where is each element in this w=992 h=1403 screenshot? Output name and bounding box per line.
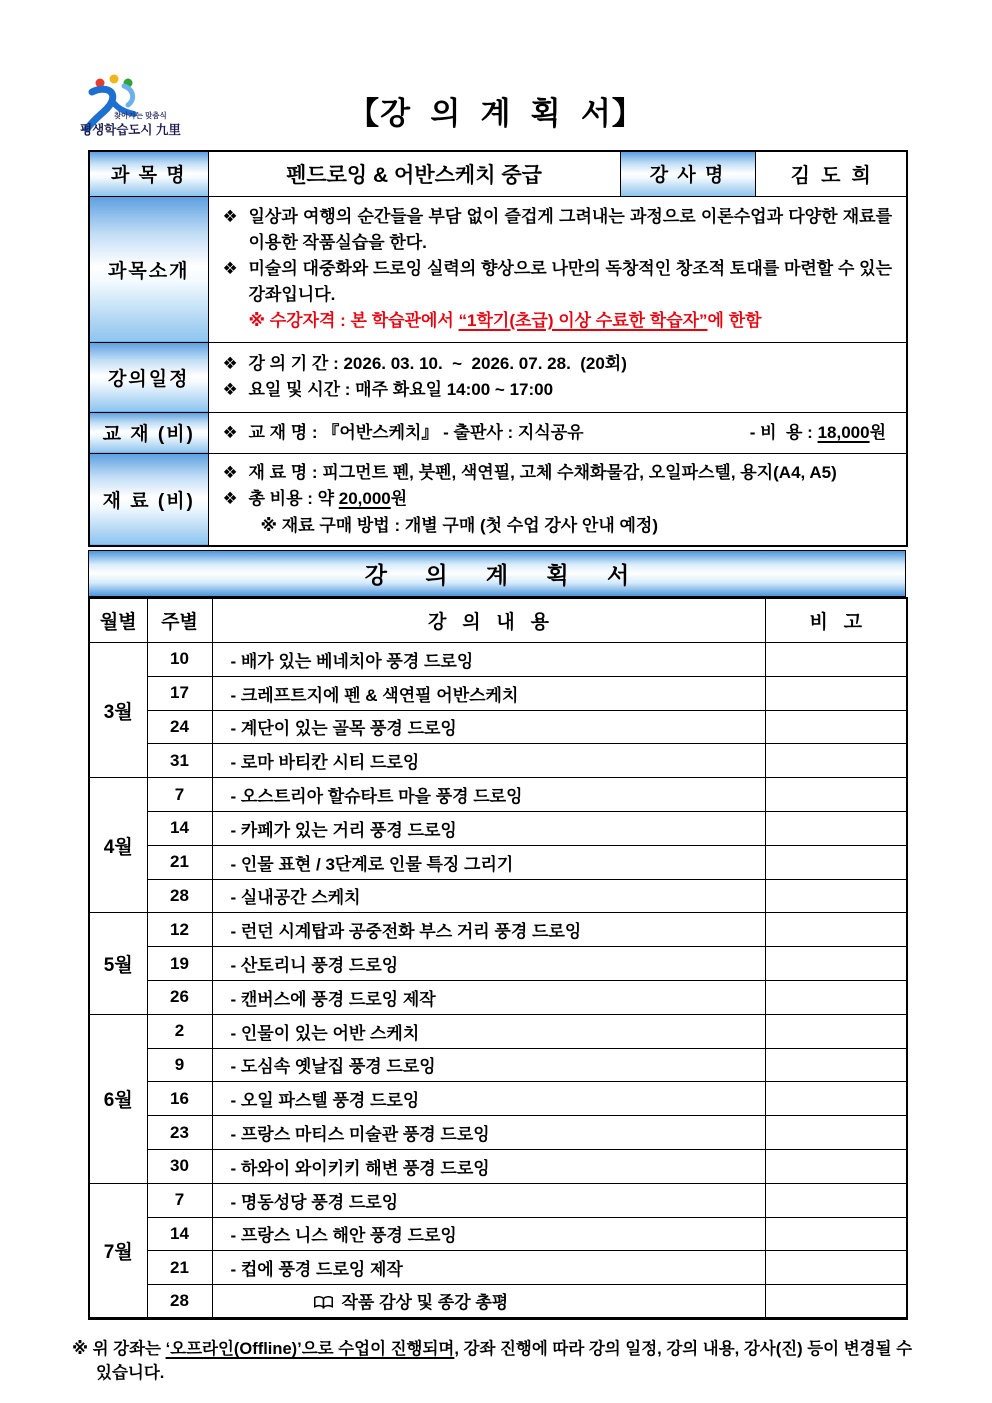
diamond-bullet-icon: ❖ (222, 423, 238, 442)
plan-row (89, 1149, 907, 1183)
intro-content (208, 196, 907, 342)
plan-row (89, 913, 907, 947)
week-cell: 28 (147, 1285, 212, 1319)
footer-note: ※ 위 강좌는 ‘오프라인(Offline)’으로 수업이 진행되며, 강좌 진행에 따라 강의 일정, 강의 내용, 강사(진) 등이 변경될 수 있습니다. (72, 1339, 913, 1382)
plan-row (89, 643, 907, 677)
plan-row (89, 1116, 907, 1150)
lecture-content-cell: - 프랑스 니스 해안 풍경 드로잉 (212, 1217, 765, 1251)
header-month: 월별 (89, 598, 147, 643)
header-week: 주별 (147, 598, 212, 643)
week-cell: 9 (147, 1048, 212, 1082)
week-cell: 31 (147, 744, 212, 778)
textbook-label: 교 재 (비) (89, 412, 208, 453)
lecture-content-cell: - 크레프트지에 펜 & 색연필 어반스케치 (212, 676, 765, 710)
header-note: 비 고 (765, 598, 907, 643)
schedule-bullet-2: ❖ 요일 및 시간 : 매주 화요일 14:00 ~ 17:00 (223, 377, 897, 403)
plan-row (89, 879, 907, 913)
plan-row (89, 676, 907, 710)
intro-row (89, 196, 907, 342)
textbook-row (89, 412, 907, 453)
materials-purchase-note: ※ 재료 구매 방법 : 개별 구매 (첫 수업 강사 안내 예정) (260, 515, 658, 535)
lecture-content-cell: - 오일 파스텔 풍경 드로잉 (212, 1082, 765, 1116)
lecture-content-cell: - 런던 시계탑과 공중전화 부스 거리 풍경 드로잉 (212, 913, 765, 947)
intro-bullet-2: ❖ 미술의 대중화와 드로잉 실력의 향상으로 나만의 독창적인 창조적 토대를 마련할 수 있는 강좌입니다. (223, 256, 897, 308)
note-cell (765, 1048, 907, 1082)
week-cell: 14 (147, 811, 212, 845)
lecture-content-cell: - 로마 바티칸 시티 드로잉 (212, 744, 765, 778)
note-cell (765, 1149, 907, 1183)
lecture-content-cell: - 인물이 있는 어반 스케치 (212, 1014, 765, 1048)
week-cell: 28 (147, 879, 212, 913)
plan-table-body (89, 643, 907, 1319)
materials-label: 재 료 (비) (89, 453, 208, 546)
textbook-name: 교 재 명 : 『어반스케치』 - 출판사 : 지식공유 (248, 423, 584, 442)
note-cell (765, 1082, 907, 1116)
week-cell: 10 (147, 643, 212, 677)
materials-bullet-2: ❖ 총 비용 : 약 20,000원 (223, 486, 897, 512)
diamond-bullet-icon: ❖ (222, 380, 238, 399)
note-cell (765, 710, 907, 744)
week-cell: 2 (147, 1014, 212, 1048)
note-cell (765, 980, 907, 1014)
plan-row (89, 1183, 907, 1217)
diamond-bullet-icon: ❖ (222, 354, 238, 373)
lecture-content-text: 작품 감상 및 종강 총평 (341, 1292, 509, 1312)
subject-value: 펜드로잉 & 어반스케치 중급 (208, 151, 620, 196)
lecture-content-cell: - 캔버스에 풍경 드로잉 제작 (212, 980, 765, 1014)
schedule-label: 강의일정 (89, 342, 208, 412)
week-cell: 30 (147, 1149, 212, 1183)
lecture-content-cell: - 산토리니 풍경 드로잉 (212, 947, 765, 981)
lecture-content-cell: - 계단이 있는 골목 풍경 드로잉 (212, 710, 765, 744)
plan-row (89, 1082, 907, 1116)
week-cell: 7 (147, 1183, 212, 1217)
instructor-label: 강 사 명 (620, 151, 755, 196)
subject-row (89, 151, 907, 196)
week-cell: 24 (147, 710, 212, 744)
materials-row (89, 453, 907, 546)
month-cell: 3월 (89, 643, 147, 778)
note-cell (765, 643, 907, 677)
lecture-content-cell: - 오스트리아 할슈타트 마을 풍경 드로잉 (212, 778, 765, 812)
plan-row (89, 1285, 907, 1319)
week-cell: 23 (147, 1116, 212, 1150)
lecture-content-cell (212, 1285, 765, 1319)
plan-section-band (88, 550, 906, 597)
lecture-content-cell: - 명동성당 풍경 드로잉 (212, 1183, 765, 1217)
note-cell (765, 879, 907, 913)
note-cell (765, 778, 907, 812)
plan-row (89, 778, 907, 812)
schedule-row (89, 342, 907, 412)
note-cell (765, 845, 907, 879)
plan-row (89, 1014, 907, 1048)
week-cell: 21 (147, 845, 212, 879)
week-cell: 7 (147, 778, 212, 812)
lecture-content-cell: - 프랑스 마티스 미술관 풍경 드로잉 (212, 1116, 765, 1150)
lecture-content-cell: - 하와이 와이키키 해변 풍경 드로잉 (212, 1149, 765, 1183)
week-cell: 14 (147, 1217, 212, 1251)
diamond-bullet-icon: ❖ (222, 462, 238, 482)
week-cell: 26 (147, 980, 212, 1014)
month-cell: 7월 (89, 1183, 147, 1318)
logo-tagline: 찾아가는 맞춤식 (114, 111, 167, 120)
plan-band-title: 강 의 계 획 서 (364, 561, 630, 588)
header-content: 강 의 내 용 (212, 598, 765, 643)
logo-city-name: 평생학습도시 九里 (80, 123, 181, 137)
plan-row (89, 744, 907, 778)
open-book-icon (313, 1295, 334, 1315)
diamond-bullet-icon: ❖ (222, 207, 238, 226)
materials-content (208, 453, 907, 546)
lecture-content-cell: - 카페가 있는 거리 풍경 드로잉 (212, 811, 765, 845)
note-cell (765, 676, 907, 710)
month-cell: 6월 (89, 1014, 147, 1183)
lecture-content-cell: - 컵에 풍경 드로잉 제작 (212, 1251, 765, 1285)
plan-row (89, 980, 907, 1014)
week-cell: 16 (147, 1082, 212, 1116)
note-cell (765, 744, 907, 778)
lecture-content-cell: - 도심속 옛날집 풍경 드로잉 (212, 1048, 765, 1082)
week-cell: 12 (147, 913, 212, 947)
textbook-content (208, 412, 907, 453)
schedule-content (208, 342, 907, 412)
intro-bullet-1: ❖ 일상과 여행의 순간들을 부담 없이 즐겁게 그려내는 과정으로 이론수업과 다양한 재료를 이용한 작품실습을 한다. (223, 204, 897, 256)
note-cell (765, 1116, 907, 1150)
week-cell: 21 (147, 1251, 212, 1285)
plan-row (89, 811, 907, 845)
materials-bullet-1: ❖ 재 료 명 : 피그먼트 펜, 붓펜, 색연필, 고체 수채화물감, 오일파스텔, 용지(A4, A5) (223, 460, 897, 486)
note-cell (765, 1183, 907, 1217)
page-title: 【강 의 계 획 서】 (348, 96, 644, 131)
plan-row (89, 1217, 907, 1251)
week-cell: 19 (147, 947, 212, 981)
diamond-bullet-icon: ❖ (222, 259, 238, 278)
note-cell (765, 811, 907, 845)
note-cell (765, 1217, 907, 1251)
plan-row (89, 1048, 907, 1082)
subject-label: 과 목 명 (89, 151, 208, 196)
note-cell (765, 1285, 907, 1319)
plan-row (89, 947, 907, 981)
textbook-cost: - 비 용 : 18,000원 (749, 423, 886, 442)
week-cell: 17 (147, 676, 212, 710)
note-cell (765, 913, 907, 947)
document-header (0, 0, 992, 150)
plan-row (89, 710, 907, 744)
month-cell: 4월 (89, 778, 147, 913)
lecture-plan-table (88, 597, 908, 1320)
lecture-content-cell: - 인물 표현 / 3단계로 인물 특징 그리기 (212, 845, 765, 879)
intro-label: 과목소개 (89, 196, 208, 342)
plan-row (89, 1251, 907, 1285)
note-cell (765, 1251, 907, 1285)
month-cell: 5월 (89, 913, 147, 1014)
instructor-value: 김 도 희 (755, 151, 907, 196)
diamond-bullet-icon: ❖ (222, 488, 238, 508)
lecture-content-cell: - 실내공간 스케치 (212, 879, 765, 913)
note-cell (765, 947, 907, 981)
course-info-table (88, 150, 908, 547)
eligibility-note: ※ 수강자격 : 본 학습관에서 “1학기(초급) 이상 수료한 학습자”에 한함 (248, 311, 762, 330)
plan-header-row (89, 598, 907, 643)
schedule-bullet-1: ❖ 강 의 기 간 : 2026. 03. 10. ~ 2026. 07. 28. (20회) (223, 351, 897, 377)
note-cell (765, 1014, 907, 1048)
plan-row (89, 845, 907, 879)
lecture-content-cell: - 배가 있는 베네치아 풍경 드로잉 (212, 643, 765, 677)
